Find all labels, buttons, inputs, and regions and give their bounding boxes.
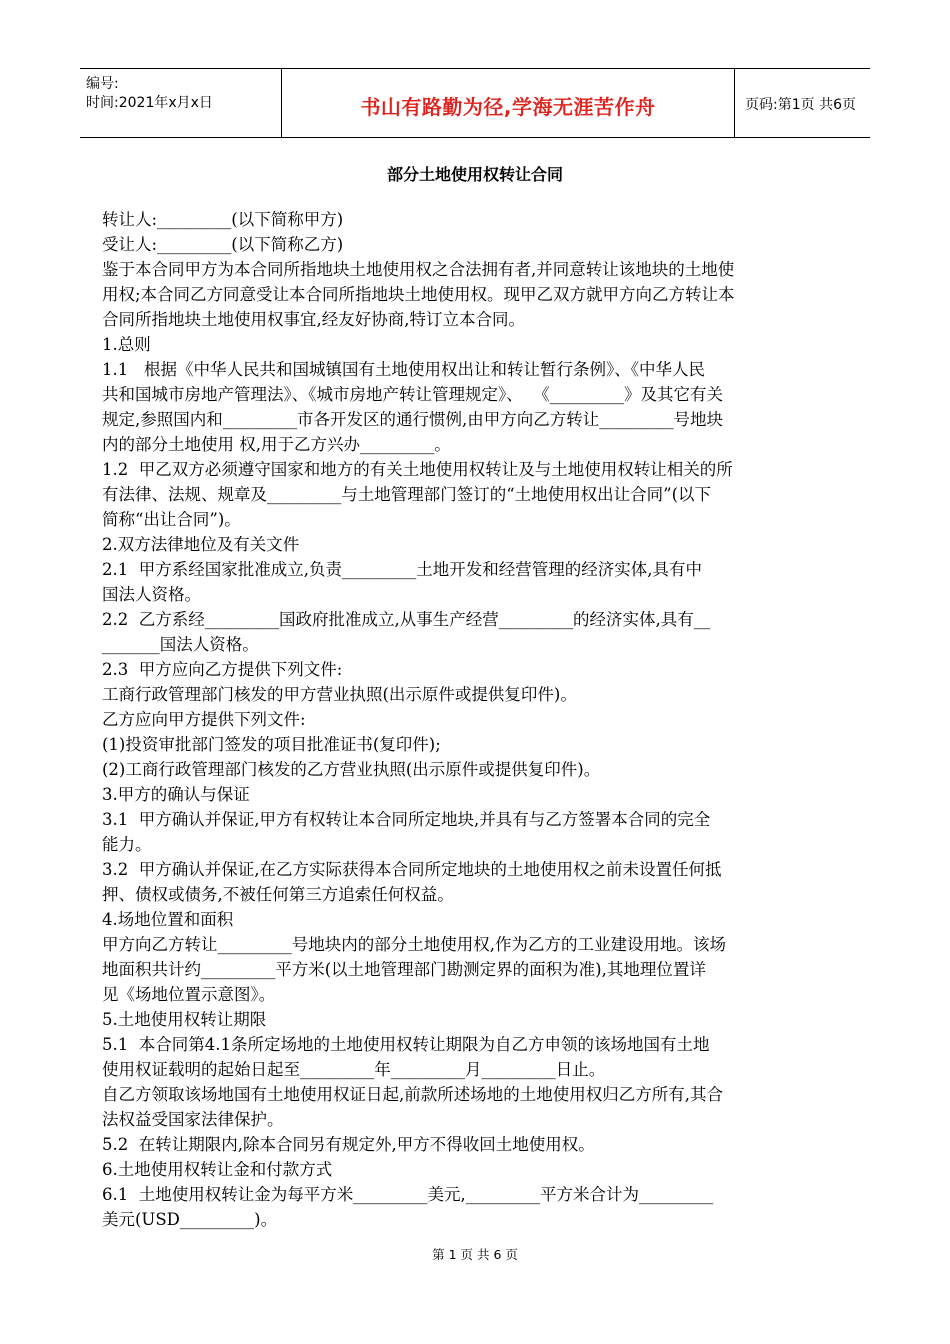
body-line: 自乙方领取该场地国有土地使用权证日起,前款所述场地的土地使用权归乙方所有,其合 <box>102 1085 723 1104</box>
body-line: 转让人:_________(以下简称甲方) <box>102 210 344 229</box>
header-page-cell <box>735 69 870 137</box>
body-line: 内的部分土地使用 权,用于乙方兴办_________。 <box>102 435 451 454</box>
body-line: 甲方向乙方转让_________号地块内的部分土地使用权,作为乙方的工业建设用地。该场 <box>102 935 726 954</box>
body-line: 1.1 根据《中华人民共和国城镇国有土地使用权出让和转让暂行条例》、《中华人民 <box>102 360 705 379</box>
section-heading: 5.土地使用权转让期限 <box>102 1010 267 1029</box>
section-heading: 6.土地使用权转让金和付款方式 <box>102 1160 333 1179</box>
body-line: 合同所指地块土地使用权事宜,经友好协商,特订立本合同。 <box>102 310 525 329</box>
body-line: 3.1 甲方确认并保证,甲方有权转让本合同所定地块,并具有与乙方签署本合同的完全 <box>102 810 711 829</box>
body-line: 地面积共计约_________平方米(以土地管理部门勘测定界的面积为准),其地理位置详 <box>102 960 706 979</box>
document-number: 编号: <box>86 76 119 92</box>
body-line: 押、债权或债务,不被任何第三方追索任何权益。 <box>102 885 454 904</box>
page-footer: 第 1 页 共 6 页 <box>432 1247 518 1262</box>
section-heading: 3.甲方的确认与保证 <box>102 785 250 804</box>
body-line: 能力。 <box>102 835 152 854</box>
page-header <box>80 68 870 138</box>
body-line: 工商行政管理部门核发的甲方营业执照(出示原件或提供复印件)。 <box>102 685 577 704</box>
section-heading: 2.双方法律地位及有关文件 <box>102 535 300 554</box>
document-title: 部分土地使用权转让合同 <box>386 165 563 184</box>
body-line: 国法人资格。 <box>102 585 201 604</box>
body-line: 用权;本合同乙方同意受让本合同所指地块土地使用权。现甲乙双方就甲方向乙方转让本 <box>102 285 735 304</box>
body-line: 6.1 土地使用权转让金为每平方米_________美元,_________平方米合计为_________ <box>102 1185 714 1204</box>
body-line: 2.1 甲方系经国家批准成立,负责_________土地开发和经营管理的经济实体,具有中 <box>102 560 702 579</box>
body-line: 2.2 乙方系经_________国政府批准成立,从事生产经营_________的经济实体,具有__ <box>102 610 711 629</box>
body-line: 有法律、法规、规章及_________与土地管理部门签订的“土地使用权出让合同”(以下 <box>102 485 712 504</box>
body-line: 美元(USD_________)。 <box>102 1210 278 1229</box>
section-heading: 4.场地位置和面积 <box>102 910 234 929</box>
header-page-info: 页码:第1页 共6页 <box>745 97 856 113</box>
document-body <box>102 207 850 1232</box>
header-motto: 书山有路勤为径,学海无涯苦作舟 <box>360 95 656 119</box>
document-time: 时间:2021年x月x日 <box>86 95 213 111</box>
body-line: (2)工商行政管理部门核发的乙方营业执照(出示原件或提供复印件)。 <box>102 760 601 779</box>
header-motto-cell <box>281 69 735 137</box>
body-line: _______国法人资格。 <box>102 635 259 654</box>
body-line: 5.2 在转让期限内,除本合同另有规定外,甲方不得收回土地使用权。 <box>102 1135 595 1154</box>
body-line: 乙方应向甲方提供下列文件: <box>102 710 306 729</box>
body-line: (1)投资审批部门签发的项目批准证书(复印件); <box>102 735 441 754</box>
body-line: 见《场地位置示意图》。 <box>102 985 276 1004</box>
body-line: 受让人:_________(以下简称乙方) <box>102 235 344 254</box>
body-line: 规定,参照国内和_________市各开发区的通行惯例,由甲方向乙方转让_________号地块 <box>102 410 723 429</box>
section-heading: 1.总则 <box>102 335 151 354</box>
body-line: 1.2 甲乙双方必须遵守国家和地方的有关土地使用权转让及与土地使用权转让相关的所 <box>102 460 733 479</box>
body-line: 3.2 甲方确认并保证,在乙方实际获得本合同所定地块的土地使用权之前未设置任何抵 <box>102 860 722 879</box>
body-line: 鉴于本合同甲方为本合同所指地块土地使用权之合法拥有者,并同意转让该地块的土地使 <box>102 260 735 279</box>
body-line: 简称“出让合同”)。 <box>102 510 241 529</box>
body-line: 法权益受国家法律保护。 <box>102 1110 284 1129</box>
body-line: 使用权证载明的起始日起至_________年_________月_________日止。 <box>102 1060 606 1079</box>
body-line: 2.3 甲方应向乙方提供下列文件: <box>102 660 343 679</box>
body-line: 共和国城市房地产管理法》、《城市房地产转让管理规定》、 《_________》及其它有关 <box>102 385 723 404</box>
header-meta-cell <box>80 69 281 137</box>
body-line: 5.1 本合同第4.1条所定场地的土地使用权转让期限为自乙方申领的该场地国有土地 <box>102 1035 710 1054</box>
